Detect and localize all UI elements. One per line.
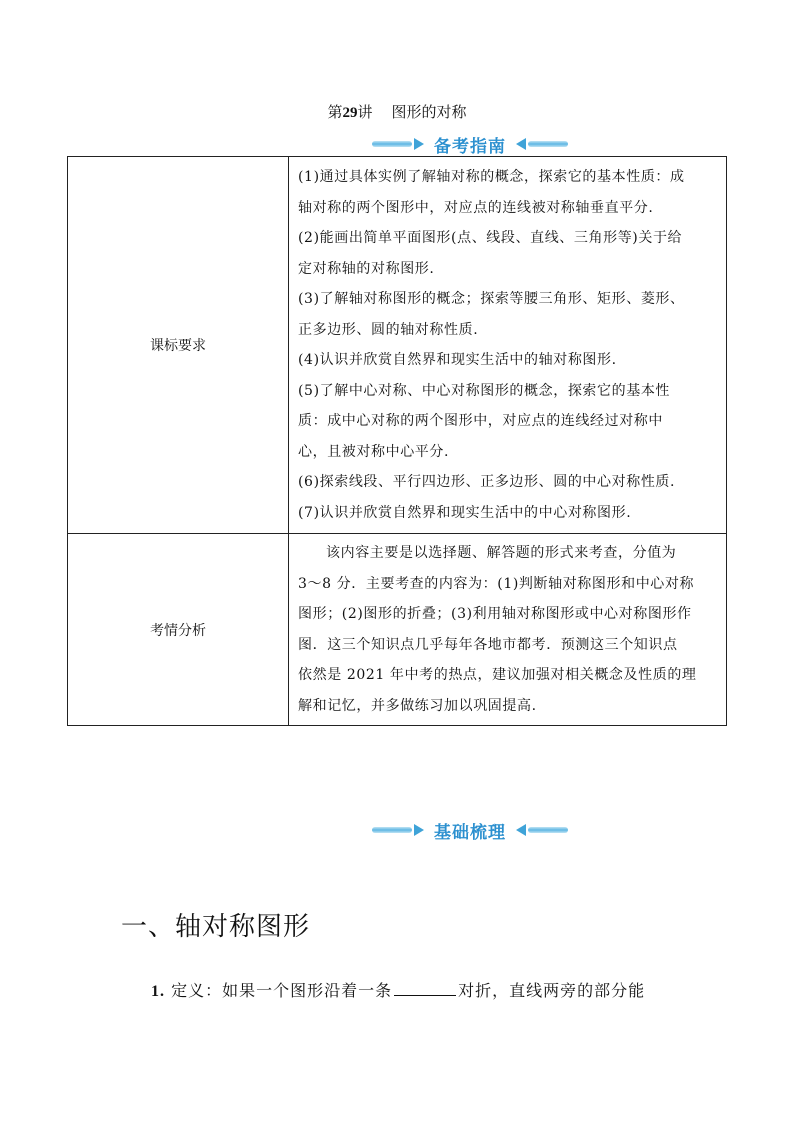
definition-text-after: 对折，直线两旁的部分能 — [458, 981, 646, 1000]
analysis-line: 图形；(2)图形的折叠；(3)利用轴对称图形或中心对称图形作 — [298, 606, 692, 622]
analysis-line: 图．这三个知识点几乎每年各地市都考．预测这三个知识点 — [298, 636, 678, 653]
row-head-curriculum: 课标要求 — [68, 157, 289, 534]
banner-right-bar — [528, 141, 568, 147]
table-row-analysis — [68, 534, 727, 726]
requirement-line: (6)探索线段、平行四边形、正多边形、圆的中心对称性质. — [298, 474, 676, 490]
banner-basics — [372, 816, 568, 844]
row-body-analysis — [289, 534, 727, 726]
requirement-line: (5)了解中心对称、中心对称图形的概念，探索它的基本性 — [298, 382, 671, 399]
banner-exam-guide-label: 备考指南 — [434, 136, 506, 157]
banner-arrow-left-icon — [516, 138, 526, 150]
banner-right-bar — [528, 827, 568, 833]
requirement-line: (7)认识并欣赏自然界和现实生活中的中心对称图形. — [298, 504, 632, 521]
lecture-prefix: 第 — [327, 103, 343, 121]
banner-left-bar — [372, 827, 412, 833]
requirement-line: (4)认识并欣赏自然界和现实生活中的轴对称图形. — [298, 352, 617, 368]
lecture-topic: 图形的对称 — [391, 103, 467, 121]
row-head-analysis: 考情分析 — [68, 534, 289, 726]
analysis-line: 该内容主要是以选择题、解答题的形式来考查，分值为 — [326, 545, 677, 561]
banner-arrow-left-icon — [516, 824, 526, 836]
requirement-line: 正多边形、圆的轴对称性质. — [298, 321, 479, 338]
section-heading: 一、轴对称图形 — [121, 912, 311, 942]
banner-arrow-right-icon — [414, 138, 424, 150]
exam-guide-table — [67, 156, 727, 726]
analysis-line: 依然是 2021 年中考的热点，建议加强对相关概念及性质的理 — [298, 667, 697, 683]
requirement-line: 轴对称的两个图形中，对应点的连线被对称轴垂直平分. — [298, 199, 654, 216]
requirement-line: (3)了解轴对称图形的概念；探索等腰三角形、矩形、菱形、 — [298, 291, 685, 307]
requirement-line: 心，且被对称中心平分. — [298, 443, 450, 460]
requirement-line: (1)通过具体实例了解轴对称的概念，探索它的基本性质：成 — [298, 169, 685, 185]
banner-arrow-right-icon — [414, 824, 424, 836]
table-row-curriculum — [68, 157, 727, 534]
requirement-line: 定对称轴的对称图形. — [298, 260, 435, 277]
banner-basics-label: 基础梳理 — [434, 822, 506, 843]
requirement-line: 质：成中心对称的两个图形中，对应点的连线经过对称中 — [298, 413, 663, 429]
definition-number: 1. — [151, 983, 165, 1000]
analysis-line: 3～8 分．主要考查的内容为：(1)判断轴对称图形和中心对称 — [298, 575, 695, 592]
requirement-line: (2)能画出简单平面图形(点、线段、直线、三角形等)关于给 — [298, 230, 683, 246]
fill-in-blank[interactable] — [394, 981, 456, 996]
lecture-suffix: 讲 — [357, 103, 373, 121]
lecture-title — [0, 101, 794, 122]
row-body-curriculum — [289, 157, 727, 534]
definition-text-before: 定义：如果一个图形沿着一条 — [171, 981, 393, 1000]
banner-left-bar — [372, 141, 412, 147]
banner-exam-guide — [372, 130, 568, 158]
lecture-number: 29 — [342, 105, 358, 121]
analysis-line: 解和记忆，并多做练习加以巩固提高. — [298, 697, 537, 714]
definition-line — [151, 978, 645, 1001]
